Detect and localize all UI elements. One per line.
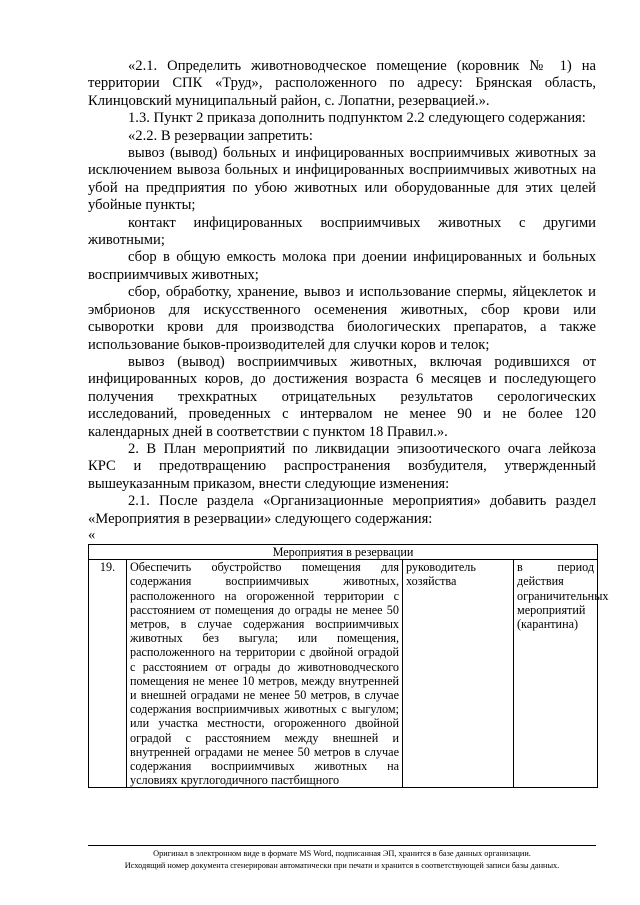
page-footer — [88, 845, 596, 871]
footer-line-2: Исходящий номер документа сгенерирован автоматически при печати и хранится в соответствующей записи базы данных. — [124, 860, 560, 870]
paragraph-2-1: «2.1. Определить животноводческое помещение (коровник № 1) на территории СПК «Труд», расположенного по адресу: Брянская область, Клинцовский муниципальный район, с. Лопатни, резервацией.». — [88, 58, 596, 109]
document-page — [88, 58, 609, 788]
row-responsible: руководитель хозяйства — [403, 560, 514, 788]
row-term: в период действия ограничительных мероприятий (карантина) — [514, 560, 598, 788]
paragraph-1-3: 1.3. Пункт 2 приказа дополнить подпунктом 2.2 следующего содержания: — [128, 110, 586, 127]
paragraph-ban-sperm: сбор, обработку, хранение, вывоз и использование спермы, яйцеклеток и эмбрионов для искусственного осеменения животных, сбор крови или сыворотки крови для производства биологических препаратов, а также использование быков-производителей для случки коров и телок; — [88, 284, 596, 353]
paragraph-ban-milk: сбор в общую емкость молока при доении инфицированных и больных восприимчивых животных; — [88, 249, 596, 283]
row-number: 19. — [89, 560, 127, 788]
table-section-header-row — [89, 544, 598, 559]
paragraph-ban-contact: контакт инфицированных восприимчивых животных с другими животными; — [88, 214, 596, 249]
reservation-table — [88, 544, 609, 788]
quote-open-mark: « — [88, 526, 96, 543]
table-row — [89, 560, 598, 788]
paragraph-2-2-heading: «2.2. В резервации запретить: — [128, 127, 313, 144]
paragraph-ban-young: вывоз (вывод) восприимчивых животных, включая родившихся от инфицированных коров, до достижения возраста 6 месяцев и последующего получения трехкратных отрицательных результатов серологических исследований, проведенных с интервалом не менее 90 и не более 120 календарных дней в соответствии с пунктом 18 Правил.». — [88, 353, 596, 440]
table-section-title: Мероприятия в резервации — [89, 544, 598, 559]
paragraph-2-plan: 2. В План мероприятий по ликвидации эпизоотического очага лейкоза КРС и предотвращению распространения возбудителя, утвержденный вышеуказанным приказом, внести следующие изменения: — [88, 440, 596, 492]
row-measure: Обеспечить обустройство помещения для содержания восприимчивых животных, расположенного на огороженной территории с расстоянием от помещения до ограды не менее 50 метров, в случае содержания восприимчивых животных без выгула; или помещения, расположенного на территории с двойной оградой с расстоянием от ограды до животноводческого помещения не менее 10 метров, между внутренней и внешней оградами не менее 50 метров, в случае содержания восприимчивых животных с выгулом; или участка местности, огороженного двойной оградой с расстоянием между внешней и внутренней оградами не менее 50 метров в случае содержания восприимчивых животных на условиях круглогодичного пастбищного — [127, 560, 403, 788]
paragraph-ban-export: вывоз (вывод) больных и инфицированных восприимчивых животных за исключением вывоза больных и инфицированных восприимчивых животных на убой на предприятия по убою животных или оборудованные для этих целей убойные пункты; — [88, 145, 596, 214]
paragraph-2-1-section: 2.1. После раздела «Организационные мероприятия» добавить раздел «Мероприятия в резервации» следующего содержания: — [88, 493, 596, 527]
footer-line-1: Оригинал в электронном виде в формате MS Word, подписанная ЭП, хранится в базе данных организации. — [153, 849, 531, 858]
